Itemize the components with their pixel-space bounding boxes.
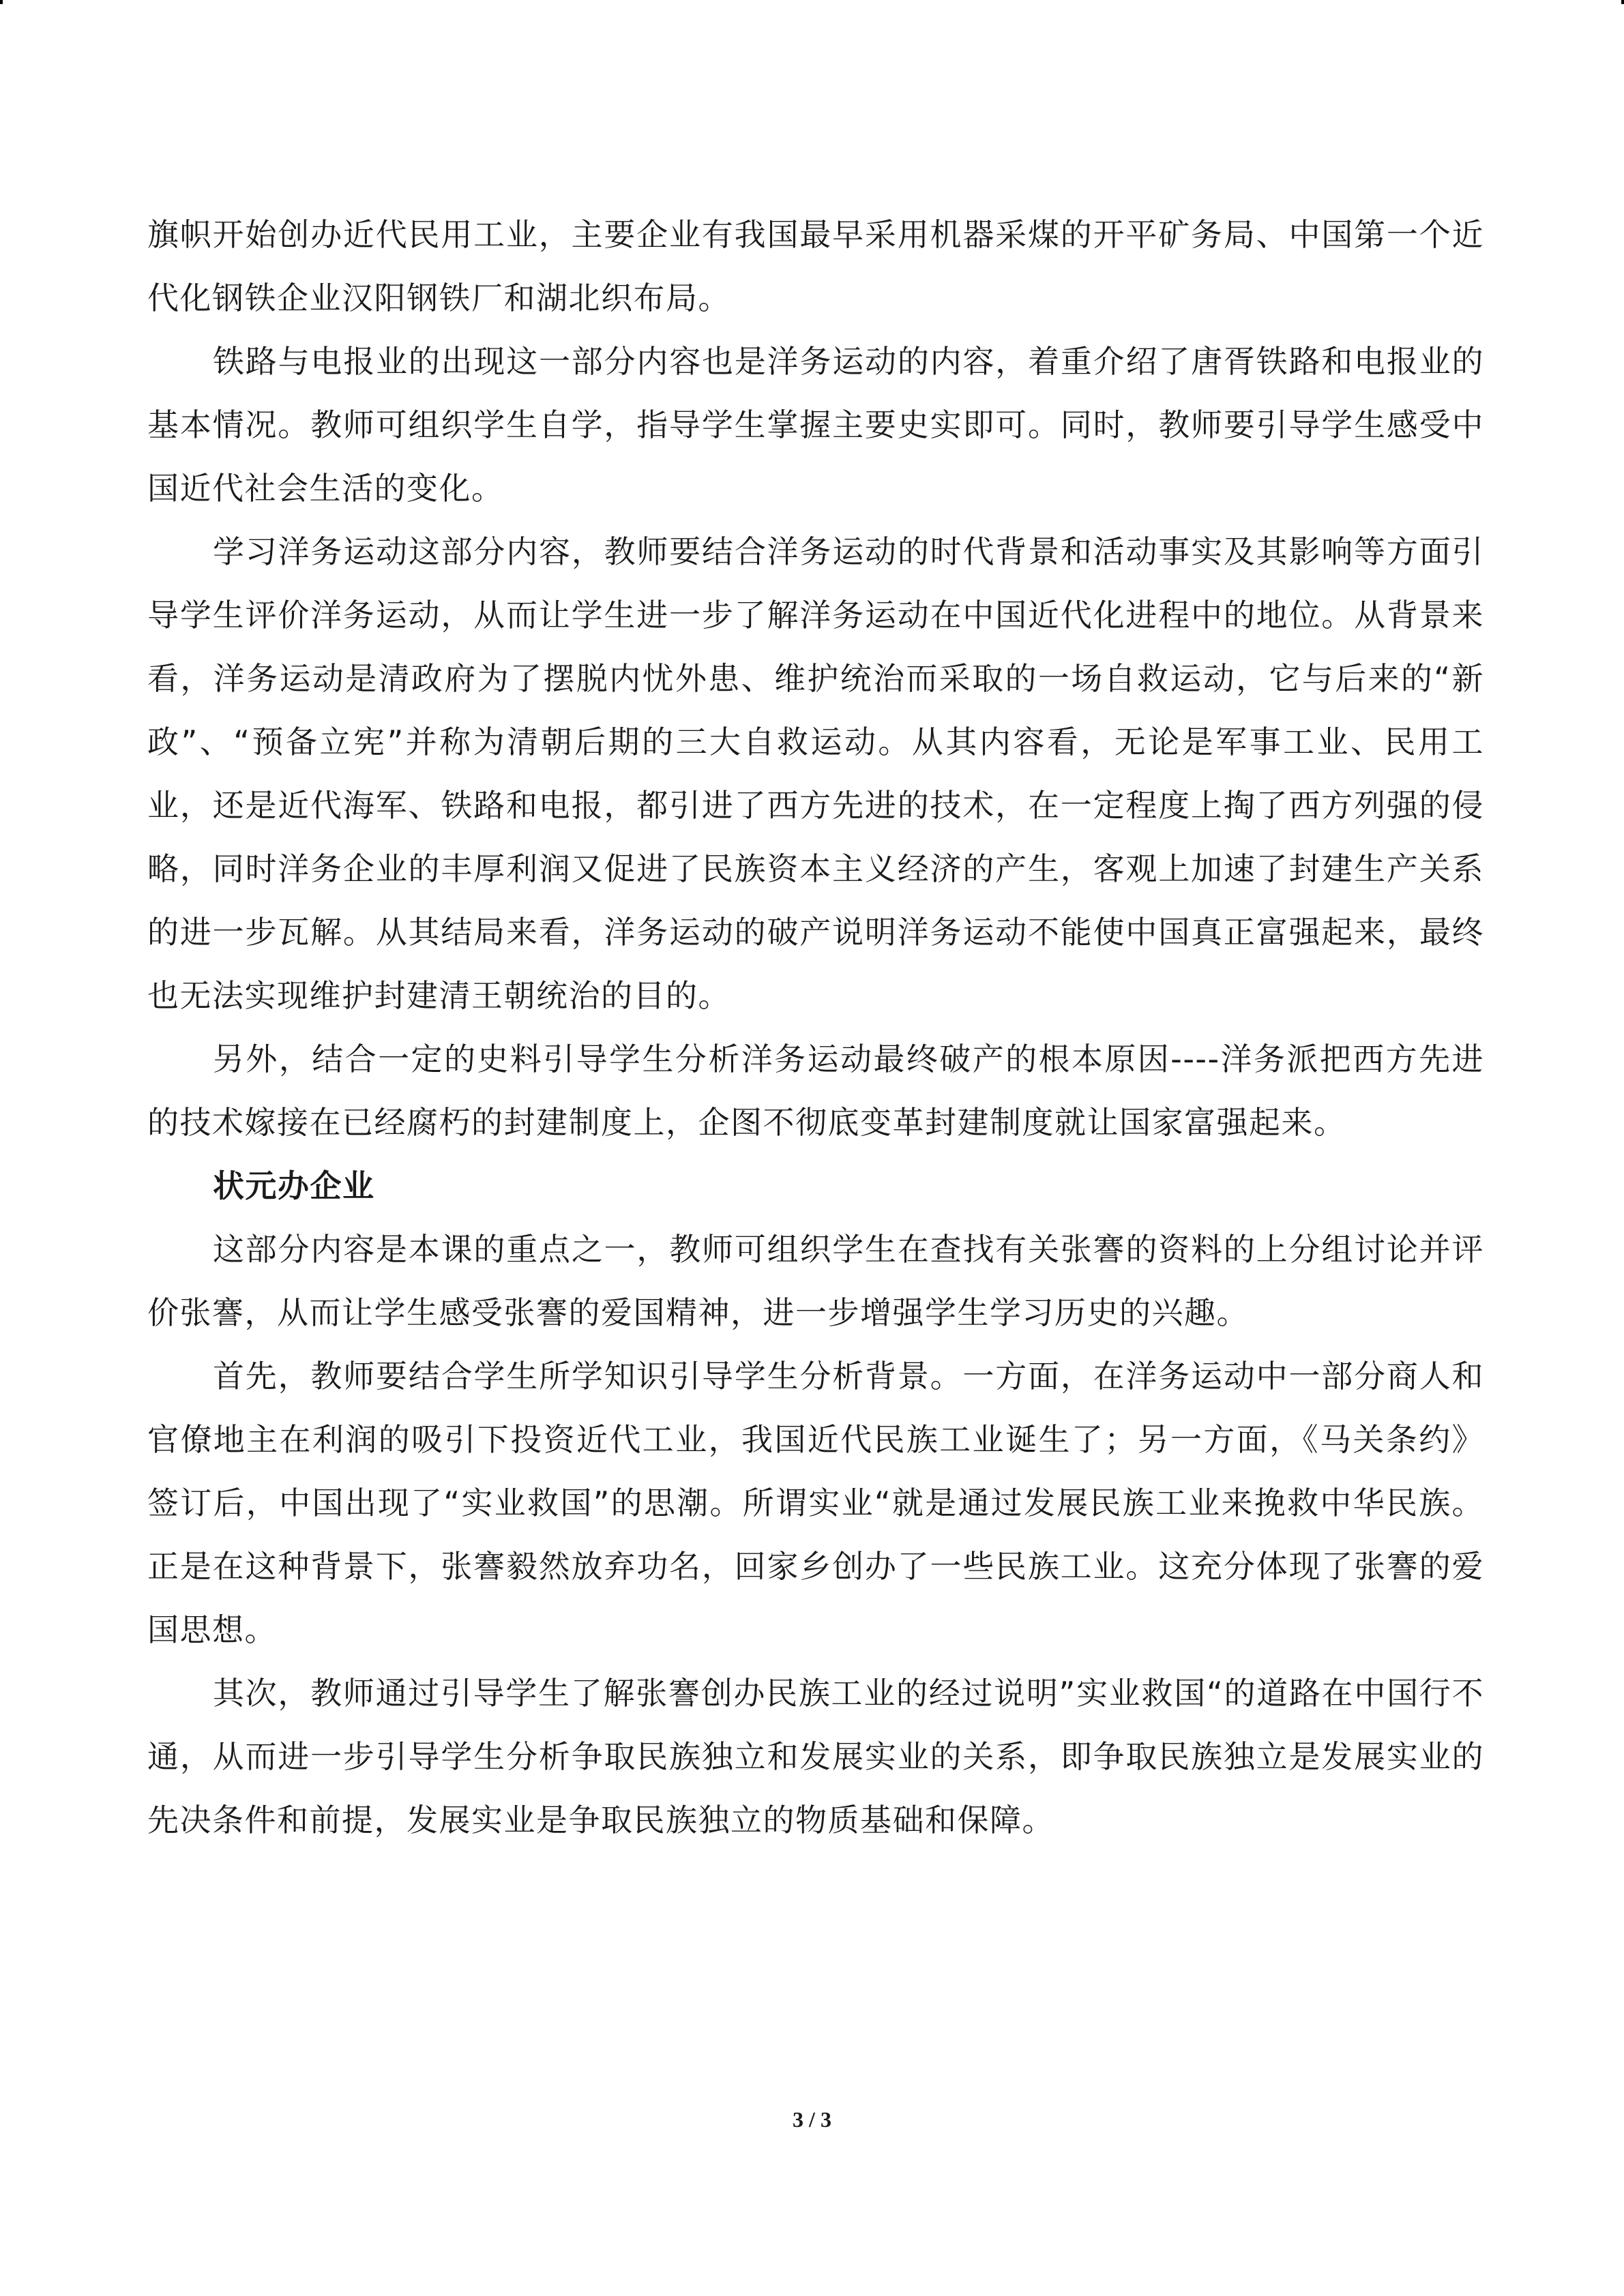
- section-heading: 状元办企业: [213, 1167, 375, 1204]
- paragraph-westernization-evaluation: 学习洋务运动这部分内容，教师要结合洋务运动的时代背景和活动事实及其影响等方面引导学生评价洋务运动，从而让学生进一步了解洋务运动在中国近代化进程中的地位。从背景来看，洋务运动是清政府为了摆脱内忧外患、维护统治而采取的一场自救运动，它与后来的“新政”、“预备立宪”并称为清朝后期的三大自救运动。从其内容看，无论是军事工业、民用工业，还是近代海军、铁路和电报，都引进了西方先进的技术，在一定程度上掏了西方列强的侵略，同时洋务企业的丰厚利润又促进了民族资本主义经济的产生，客观上加速了封建生产关系的进一步瓦解。从其结局来看，洋务运动的破产说明洋务运动不能使中国真正富强起来，最终也无法实现维护封建清王朝统治的目的。: [147, 533, 1484, 1014]
- crop-mark-right: [1621, 0, 1624, 4]
- paragraph-continuation: 旗帜开始创办近代民用工业，主要企业有我国最早采用机器采煤的开平矿务局、中国第一个近代化钢铁企业汉阳钢铁厂和湖北织布局。: [147, 216, 1484, 316]
- paragraph-zhang-jian-intro: 这部分内容是本课的重点之一，教师可组织学生在查找有关张謇的资料的上分组讨论并评价张謇，从而让学生感受张謇的爱国精神，进一步增强学生学习历史的兴趣。: [147, 1231, 1484, 1331]
- page-number: 3 / 3: [793, 2107, 831, 2132]
- paragraph-background: 首先，教师要结合学生所学知识引导学生分析背景。一方面，在洋务运动中一部分商人和官僚地主在利润的吸引下投资近代工业，我国近代民族工业诞生了；另一方面，《马关条约》签订后，中国出现了“实业救国”的思潮。所谓实业“就是通过发展民族工业来挽救中华民族。正是在这种背景下，张謇毅然放弃功名，回家乡创办了一些民族工业。这充分体现了张謇的爱国思想。: [147, 1358, 1484, 1648]
- paragraph-conclusion: 其次，教师通过引导学生了解张謇创办民族工业的经过说明”实业救国“的道路在中国行不通，从而进一步引导学生分析争取民族独立和发展实业的关系，即争取民族独立是发展实业的先决条件和前提，发展实业是争取民族独立的物质基础和保障。: [147, 1675, 1484, 1838]
- crop-mark-left: [0, 0, 3, 4]
- document-body: [147, 203, 1484, 1852]
- paragraph-railway-telegraph: 铁路与电报业的出现这一部分内容也是洋务运动的内容，着重介绍了唐胥铁路和电报业的基本情况。教师可组织学生自学，指导学生掌握主要史实即可。同时，教师要引导学生感受中国近代社会生活的变化。: [147, 343, 1484, 507]
- paragraph-failure-cause: 另外，结合一定的史料引导学生分析洋务运动最终破产的根本原因----洋务派把西方先进的技术嫁接在已经腐朽的封建制度上，企图不彻底变革封建制度就让国家富强起来。: [147, 1041, 1484, 1141]
